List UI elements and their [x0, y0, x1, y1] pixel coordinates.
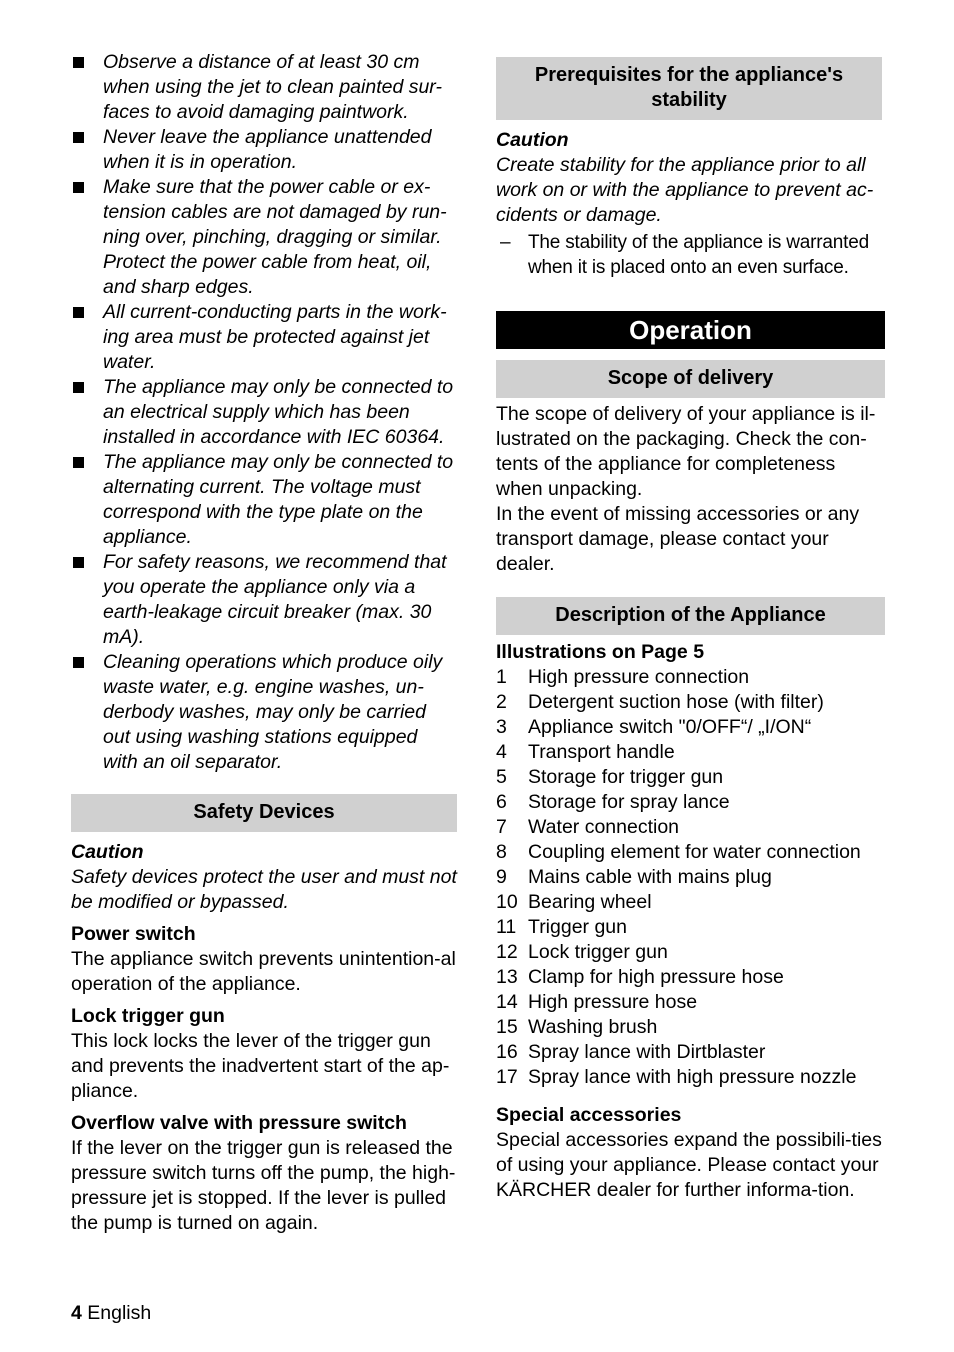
left-column	[71, 50, 457, 1236]
illustrations-title: Illustrations on Page 5	[496, 641, 705, 663]
page-number: 4	[71, 1302, 82, 1324]
square-bullet-icon	[73, 557, 84, 568]
square-bullet-icon	[73, 57, 84, 68]
caution-text: Safety devices protect the user and must not be modified or bypassed.	[71, 866, 457, 913]
caution-label: Caution	[496, 129, 569, 151]
square-bullet-icon	[73, 132, 84, 143]
bullet-item: Observe a distance of at least 30 cm when using the jet to clean painted sur-faces to avoid damaging paintwork.	[71, 50, 457, 125]
bullet-item: The appliance may only be connected to an electrical supply which has been installed in accordance with IEC 60364.	[71, 375, 457, 450]
dash-marker: –	[500, 232, 511, 253]
right-column	[496, 50, 885, 1203]
bullet-item: Cleaning operations which produce oily waste water, e.g. engine washes, un-derbody washes, may only be carried out using washing stations equipped with an oil separator.	[71, 650, 457, 775]
prerequisites-heading: Prerequisites for the appliance's stability	[496, 57, 882, 120]
overflow-valve-title: Overflow valve with pressure switch	[71, 1112, 407, 1134]
bullet-item: All current-conducting parts in the work-ing area must be protected against jet water.	[71, 300, 457, 375]
list-item: 16 Spray lance with Dirtblaster	[496, 1041, 766, 1063]
bullet-item: Make sure that the power cable or ex-tension cables are not damaged by run-ning over, pinching, dragging or similar. Protect the power cable from heat, oil, and sharp edges.	[71, 175, 457, 300]
list-item: 14 High pressure hose	[496, 991, 698, 1013]
lock-trigger-text: This lock locks the lever of the trigger gun and prevents the inadvertent start of the ap-pliance.	[71, 1030, 450, 1102]
list-item: 11 Trigger gun	[496, 916, 627, 938]
scope-of-delivery-heading: Scope of delivery	[496, 360, 885, 398]
list-item: 2 Detergent suction hose (with filter)	[496, 691, 824, 713]
special-accessories-text: Special accessories expand the possibili-ties of using your appliance. Please contact your KÄRCHER dealer for further informa-tion.	[496, 1129, 882, 1201]
stability-note-text: The stability of the appliance is warranted when it is placed onto an even surface.	[528, 232, 869, 278]
caution-text: Create stability for the appliance prior to all work on or with the appliance to prevent ac-cidents or damage.	[496, 154, 874, 226]
list-item: 3 Appliance switch "0/OFF“/ „I/ON“	[496, 716, 812, 738]
stability-note	[496, 230, 885, 280]
description-heading: Description of the Appliance	[496, 597, 885, 635]
overflow-valve-text: If the lever on the trigger gun is released the pressure switch turns off the pump, the high-pressure jet is stopped. If the lever is pulled the pump is turned on again.	[71, 1137, 456, 1234]
list-item: 5 Storage for trigger gun	[496, 766, 724, 788]
list-item: 4 Transport handle	[496, 741, 675, 763]
scope-text: The scope of delivery of your appliance is il-lustrated on the packaging. Check the con-tents of the appliance for completeness when unpacking.	[496, 403, 876, 500]
special-accessories-title: Special accessories	[496, 1104, 682, 1126]
square-bullet-icon	[73, 307, 84, 318]
list-item: 9 Mains cable with mains plug	[496, 866, 772, 888]
safety-devices-heading: Safety Devices	[71, 794, 457, 832]
footer-language: English	[87, 1302, 152, 1324]
square-bullet-icon	[73, 457, 84, 468]
scope-text-dealer: In the event of missing accessories or any transport damage, please contact your dealer.	[496, 503, 860, 575]
power-switch-text: The appliance switch prevents unintention-al operation of the appliance.	[71, 948, 456, 995]
list-item: 7 Water connection	[496, 816, 680, 838]
list-item: 15 Washing brush	[496, 1016, 658, 1038]
page-footer	[71, 1301, 151, 1326]
square-bullet-icon	[73, 382, 84, 393]
list-item: 1 High pressure connection	[496, 666, 750, 688]
square-bullet-icon	[73, 657, 84, 668]
square-bullet-icon	[73, 182, 84, 193]
list-item: 8 Coupling element for water connection	[496, 841, 861, 863]
list-item: 12 Lock trigger gun	[496, 941, 668, 963]
lock-trigger-title: Lock trigger gun	[71, 1005, 225, 1027]
list-item: 13 Clamp for high pressure hose	[496, 966, 784, 988]
bullet-item: Never leave the appliance unattended when it is in operation.	[71, 125, 457, 175]
power-switch-title: Power switch	[71, 923, 196, 945]
bullet-item: The appliance may only be connected to alternating current. The voltage must correspond with the type plate on the appliance.	[71, 450, 457, 550]
safety-bullet-list	[71, 50, 457, 775]
parts-list	[496, 665, 885, 1090]
operation-heading: Operation	[496, 311, 885, 349]
list-item: 17 Spray lance with high pressure nozzle	[496, 1066, 857, 1088]
list-item: 6 Storage for spray lance	[496, 791, 730, 813]
bullet-item: For safety reasons, we recommend that you operate the appliance only via a earth-leakage circuit breaker (max. 30 mA).	[71, 550, 457, 650]
caution-label: Caution	[71, 841, 144, 863]
list-item: 10 Bearing wheel	[496, 891, 652, 913]
